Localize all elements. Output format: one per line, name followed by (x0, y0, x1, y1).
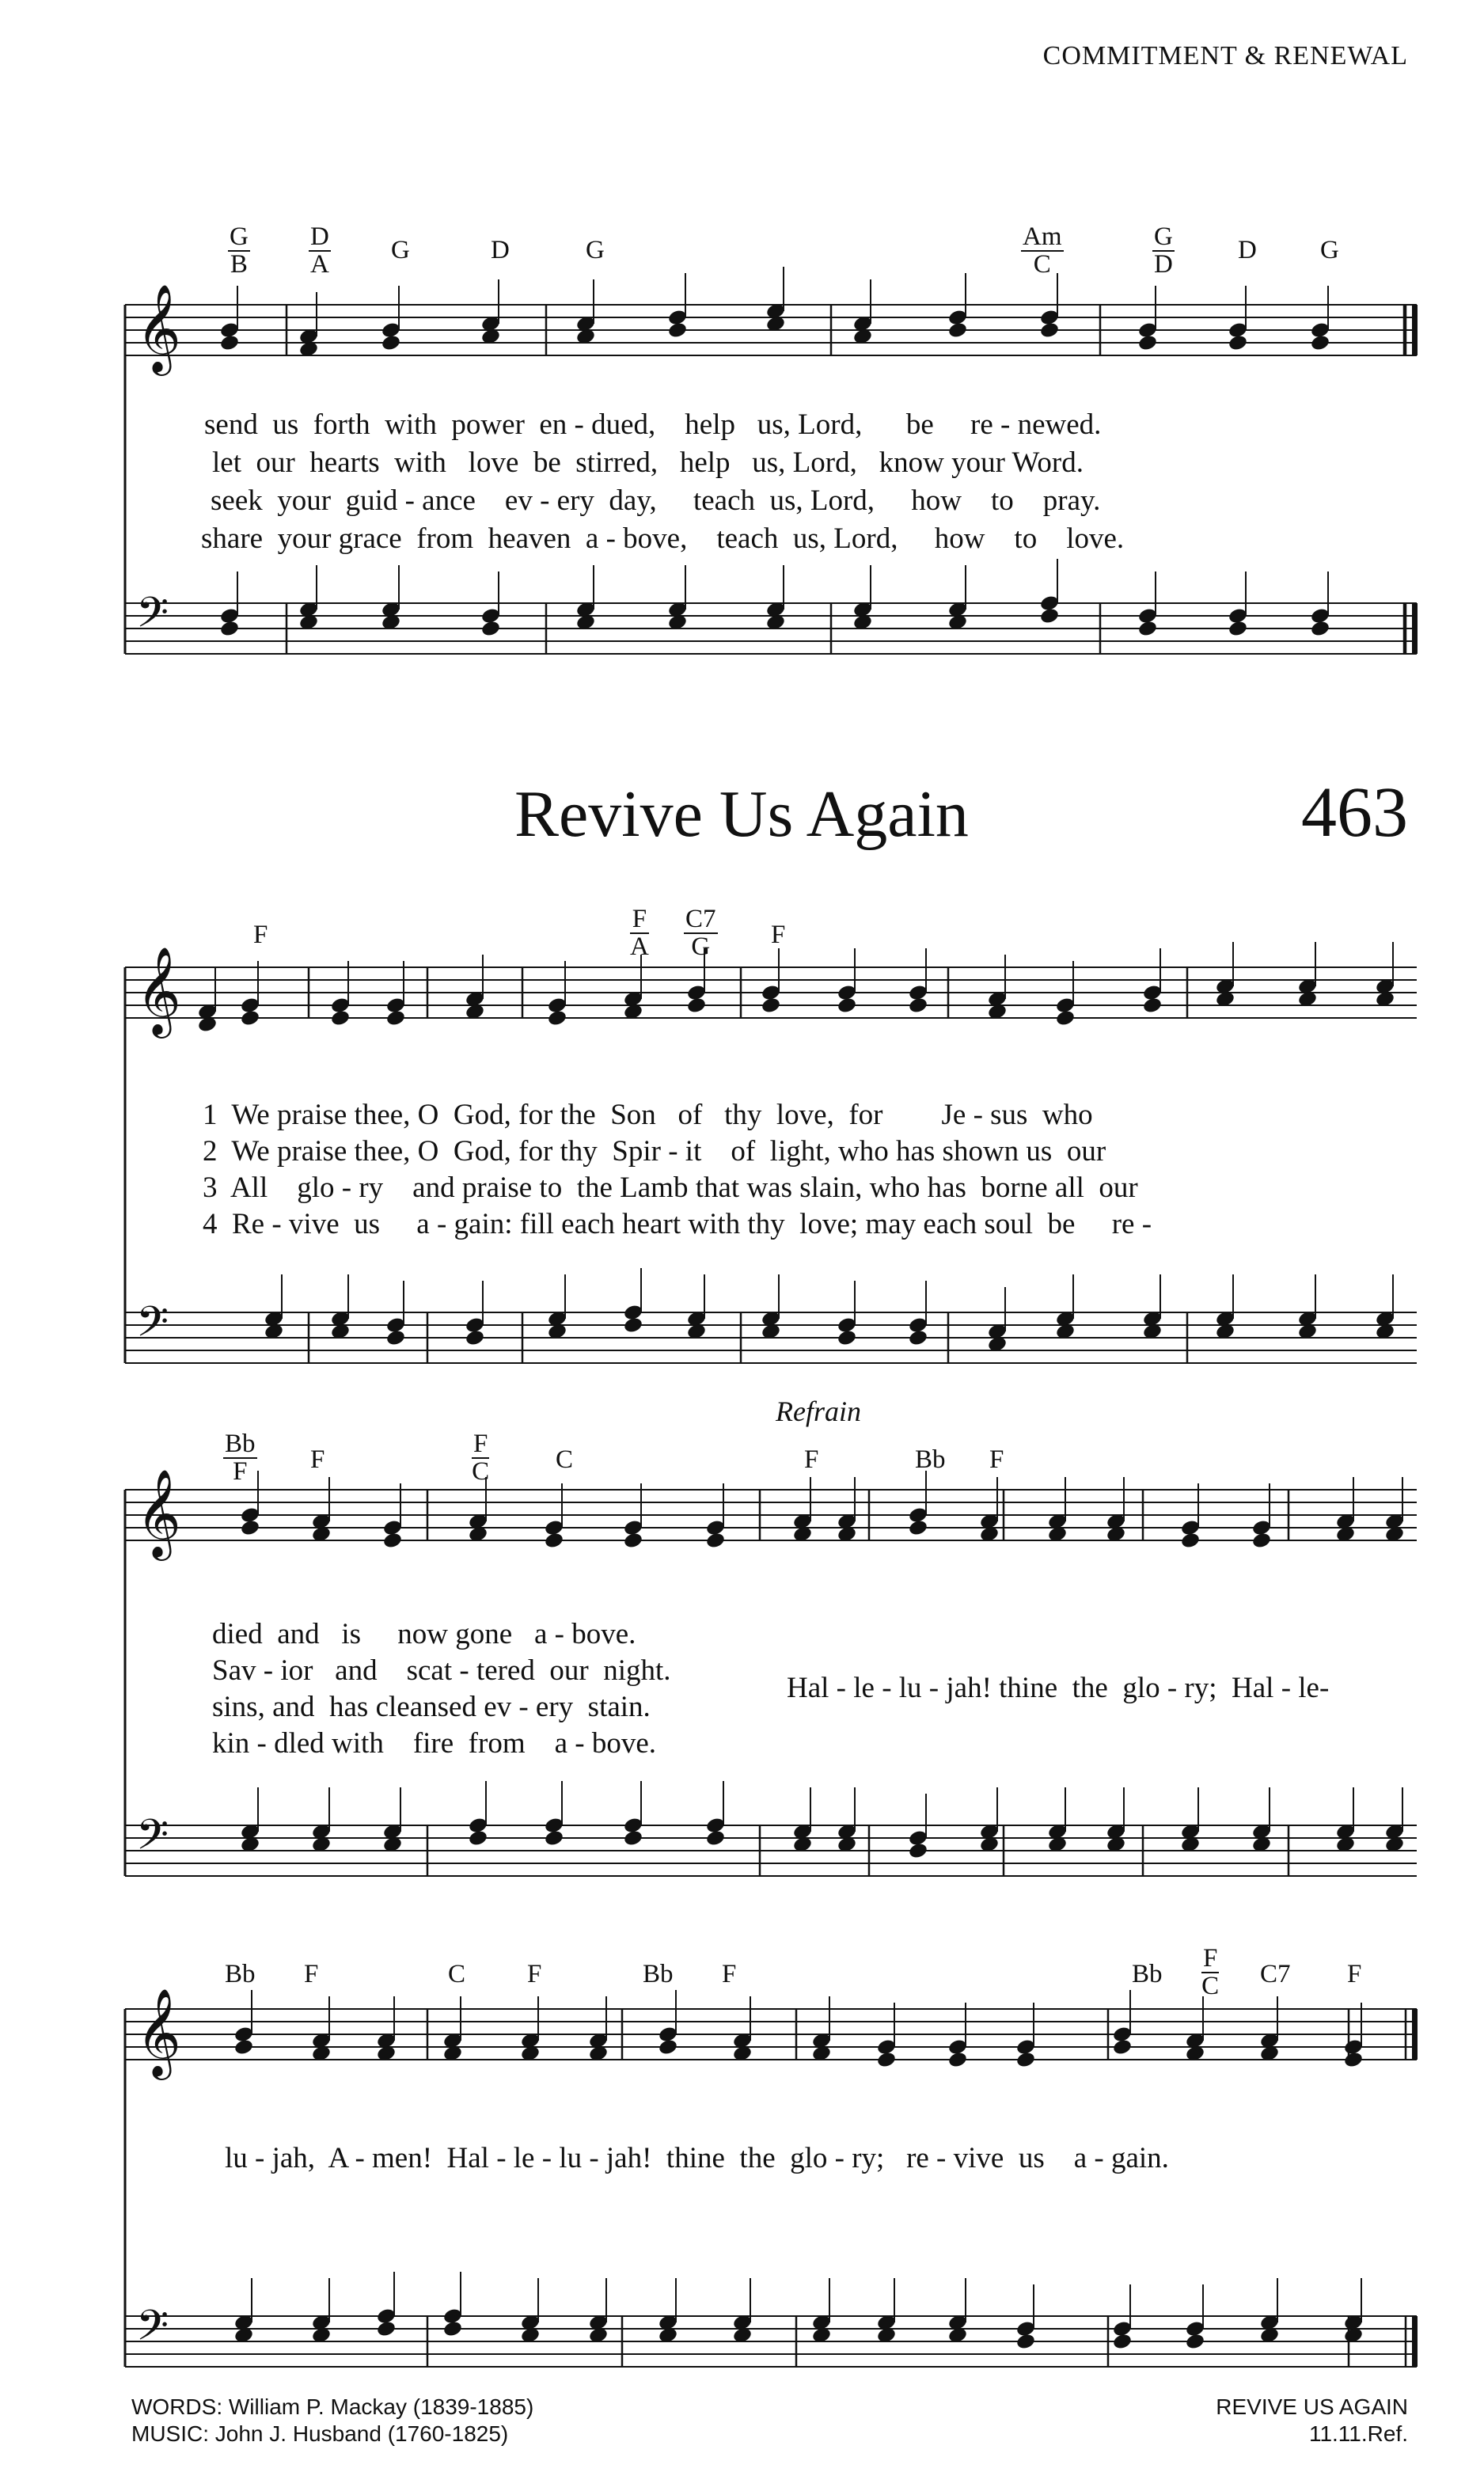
lyric-line: sins, and has cleansed ev - ery stain. (212, 1691, 651, 1723)
note-head (837, 997, 857, 1015)
hymn-number: 463 (1301, 773, 1408, 852)
chord-symbol: F (310, 1445, 325, 1474)
note-head (1228, 334, 1248, 352)
hymn-title: Revive Us Again (514, 777, 969, 851)
note-head (908, 1329, 928, 1347)
tune-name: REVIVE US AGAIN (1216, 2394, 1408, 2419)
note-head (442, 2320, 463, 2338)
note-head (1137, 334, 1158, 352)
music-credit: MUSIC: John J. Husband (1760-1825) (131, 2421, 509, 2446)
note-head (947, 321, 968, 340)
note-head (761, 997, 781, 1015)
lyric-line: died and is now gone a - bove. (212, 1618, 636, 1650)
final-barline (1412, 2316, 1418, 2367)
note-head (1137, 620, 1158, 638)
chord-symbol: F (527, 1960, 542, 1988)
chord-symbol: $\frac{C7}{G}$ (685, 905, 716, 961)
note-head (705, 1829, 726, 1848)
chord-symbol: C (448, 1960, 466, 1988)
lyric-line: 3 All glo - ry and praise to the Lamb that was slain, who has borne all our (203, 1172, 1138, 1204)
note-head (219, 334, 240, 352)
chord-symbol: $\frac{F}{A}$ (630, 905, 649, 961)
chord-symbol: $\frac{D}{A}$ (310, 222, 329, 279)
chord-symbol: $\frac{G}{D}$ (1154, 222, 1173, 279)
chord-symbol: F (253, 921, 268, 949)
note-head (705, 1532, 726, 1550)
chord-symbol: $\frac{F}{C}$ (472, 1430, 490, 1486)
note-head (667, 321, 688, 340)
note-head (1015, 2051, 1036, 2069)
note-head (1185, 2333, 1205, 2351)
lyric-line: send us forth with power en - dued, help us, Lord, be re - newed. (204, 408, 1102, 441)
note-head (1039, 607, 1060, 625)
chord-symbol: $\frac{Bb}{F}$ (225, 1430, 256, 1486)
note-head (837, 1329, 857, 1347)
chord-symbol: $\frac{G}{B}$ (230, 222, 249, 279)
note-head (1112, 2038, 1133, 2056)
final-barline (1412, 305, 1418, 355)
lyric-line: share your grace from heaven a - bove, teach us, Lord, how to love. (201, 522, 1125, 555)
chord-symbol: G (391, 236, 410, 264)
note-head (1055, 1009, 1076, 1027)
chord-symbol: Bb (915, 1445, 946, 1474)
note-head (1015, 2333, 1036, 2351)
note-head (876, 2051, 897, 2069)
note-head (623, 1316, 643, 1335)
bass-clef-icon: 𝄢 (136, 1811, 169, 1870)
note-head (219, 620, 240, 638)
chord-symbol: Bb (643, 1960, 674, 1988)
chord-symbol: G (1320, 236, 1339, 264)
note-head (547, 1009, 567, 1027)
lyric-line: 1 We praise thee, O God, for the Son of thy love, for Je - sus who (203, 1099, 1093, 1131)
chord-symbol: D (491, 236, 510, 264)
note-head (908, 1519, 928, 1537)
note-head (908, 997, 928, 1015)
refrain-label: Refrain (776, 1396, 861, 1427)
note-head (623, 1532, 643, 1550)
note-head (1310, 334, 1330, 352)
lyric-line: lu - jah, A - men! Hal - le - lu - jah! thine the glo - ry; re - vive us a - gain. (225, 2142, 1169, 2174)
words-credit: WORDS: William P. Mackay (1839-1885) (131, 2394, 534, 2419)
final-barline (1412, 603, 1418, 654)
chord-symbol: C7 (1260, 1960, 1291, 1988)
note-head (233, 2038, 254, 2056)
note-head (947, 2051, 968, 2069)
note-head (240, 1519, 260, 1537)
treble-clef-icon: 𝄞 (136, 1468, 181, 1557)
note-head (544, 1829, 564, 1848)
note-head (382, 1532, 403, 1550)
bass-clef-icon: 𝄢 (136, 589, 169, 647)
treble-clef-icon: 𝄞 (136, 283, 181, 372)
chord-symbol: $\frac{Am}{C}$ (1023, 222, 1062, 279)
chord-symbol: F (304, 1960, 319, 1988)
chord-symbol: F (722, 1960, 737, 1988)
note-head (658, 2038, 678, 2056)
lyric-line: 4 Re - vive us a - gain: fill each heart with thy love; may each soul be re - (203, 1208, 1152, 1240)
note-head (908, 1842, 928, 1860)
note-head (468, 1829, 488, 1848)
note-head (1112, 2333, 1133, 2351)
meter: 11.11.Ref. (1308, 2421, 1408, 2446)
chord-symbol: D (1238, 236, 1257, 264)
note-head (381, 334, 401, 352)
chord-symbol: F (1347, 1960, 1362, 1988)
chord-symbol: F (804, 1445, 819, 1474)
bass-clef-icon: 𝄢 (136, 2302, 169, 2360)
note-head (1343, 2051, 1364, 2069)
chord-symbol: Bb (225, 1960, 256, 1988)
refrain-lyric-line: Hal - le - lu - jah! thine the glo - ry; Hal - le- (787, 1672, 1330, 1704)
note-head (1180, 1532, 1201, 1550)
note-head (623, 1829, 643, 1848)
final-barline (1412, 2009, 1418, 2060)
note-head (330, 1009, 351, 1027)
note-head (385, 1009, 406, 1027)
lyric-line: Sav - ior and scat - tered our night. (212, 1654, 671, 1687)
note-head (480, 620, 501, 638)
chord-symbol: Bb (1132, 1960, 1163, 1988)
note-head (1251, 1532, 1272, 1550)
note-head (376, 2320, 397, 2338)
chord-symbol: F (771, 921, 786, 949)
note-head (240, 1009, 260, 1027)
note-head (544, 1532, 564, 1550)
chord-symbol: $\frac{F}{C}$ (1201, 1944, 1220, 2000)
note-head (686, 997, 707, 1015)
chord-symbol: C (556, 1445, 574, 1474)
lyric-line: kin - dled with fire from a - bove. (212, 1727, 657, 1760)
treble-clef-icon: 𝄞 (136, 946, 181, 1035)
chord-symbol: G (586, 236, 605, 264)
note-head (385, 1329, 406, 1347)
lyric-line: 2 We praise thee, O God, for thy Spir - it of light, who has shown us our (203, 1135, 1106, 1168)
lyric-line: seek your guid - ance ev - ery day, teach us, Lord, how to pray. (211, 484, 1101, 517)
bass-clef-icon: 𝄢 (136, 1298, 169, 1357)
note-head (465, 1329, 485, 1347)
lyric-line: let our hearts with love be stirred, help us, Lord, know your Word. (212, 446, 1084, 479)
note-head (1228, 620, 1248, 638)
note-head (1039, 321, 1060, 340)
treble-clef-icon: 𝄞 (136, 1988, 181, 2076)
note-head (1310, 620, 1330, 638)
note-head (1142, 997, 1163, 1015)
chord-symbol: F (989, 1445, 1004, 1474)
section-header: COMMITMENT & RENEWAL (1042, 41, 1408, 70)
